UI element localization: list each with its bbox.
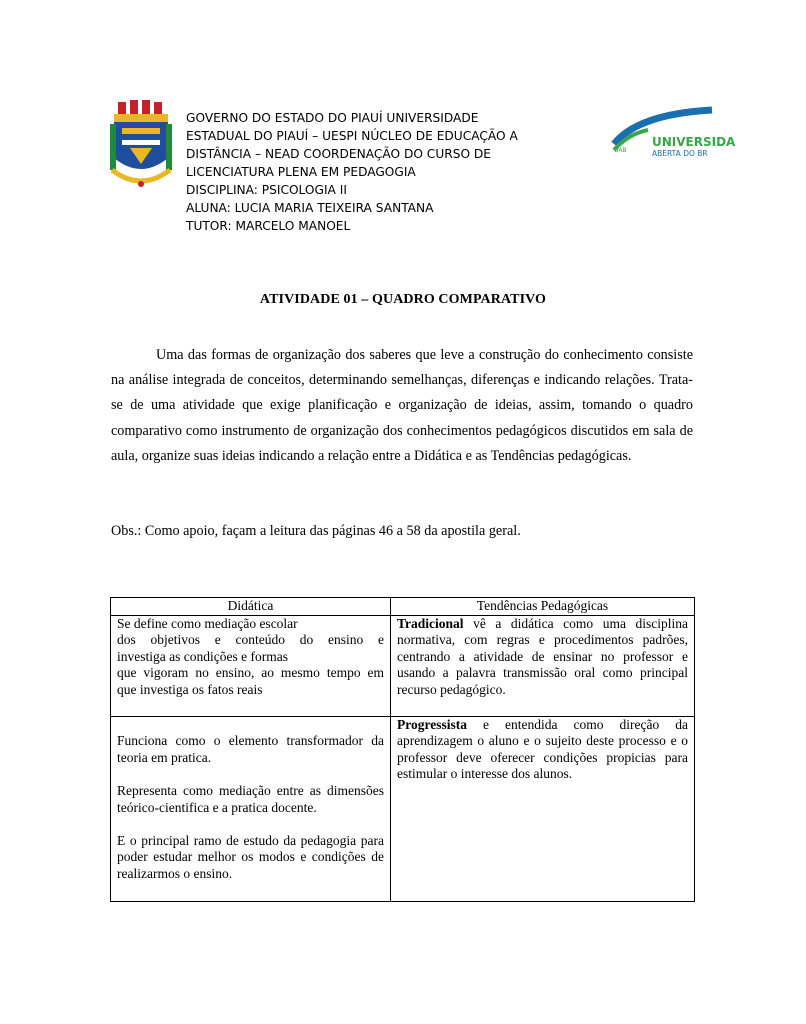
student-line: ALUNA: LUCIA MARIA TEIXEIRA SANTANA	[186, 201, 434, 215]
cell-paragraph: E o principal ramo de estudo da pedagogia para poder estudar melhor os modos e condições de realizarmos o ensino.	[117, 832, 384, 881]
cell-paragraph: Representa como mediação entre as dimensões teórico-cientifica e a pratica docente.	[117, 782, 384, 815]
cell-line: que vigoram no ensino, ao mesmo tempo em	[117, 665, 384, 681]
cell-line: Se define como mediação escolar	[117, 615, 298, 631]
table-row	[111, 615, 695, 716]
cell-line: dos objetivos e conteúdo do ensino e	[117, 632, 384, 648]
cell-line: que investiga os fatos reais	[117, 681, 263, 697]
uab-logo-subtitle: ABERTA DO BR	[652, 149, 708, 158]
table-row	[111, 716, 695, 901]
discipline-line: DISCIPLINA: PSICOLOGIA II	[186, 183, 347, 197]
tradicional-label: Tradicional	[397, 615, 464, 631]
header-didatica: Didática	[111, 598, 391, 616]
uab-small-label: UAB	[614, 147, 627, 154]
activity-title: ATIVIDADE 01 – QUADRO COMPARATIVO	[259, 292, 547, 307]
didatica-cell-1	[111, 615, 391, 716]
observation-note: Obs.: Como apoio, façam a leitura das páginas 46 a 58 da apostila geral.	[111, 523, 521, 539]
tendencias-cell-2	[391, 716, 695, 901]
progressista-label: Progressista	[397, 716, 467, 732]
tendencias-cell-1	[391, 615, 695, 716]
state-coat-of-arms-logo	[108, 100, 174, 188]
header-tendencias: Tendências Pedagógicas	[391, 598, 695, 616]
header-line: GOVERNO DO ESTADO DO PIAUÍ UNIVERSIDADE	[186, 111, 479, 125]
cell-paragraph: Funciona como o elemento transformador da teoria em pratica.	[117, 733, 384, 765]
uab-logo-wordmark: UNIVERSIDA	[652, 135, 736, 149]
intro-paragraph: Uma das formas de organização dos saberes que leve a construção do conhecimento consiste na análise integrada de conceitos, determinando semelhanças, diferenças e indicando relações. Trata-se de uma atividade que exige planificação e organização de ideias, assim, tomando o quadro comparativo como instrumento de organização dos conhecimentos pedagógicos discutidos em sala de aula, organize suas ideias indicando a relação entre a Didática e as Tendências pedagógicas.	[111, 347, 693, 464]
cell-line: investiga as condições e formas	[117, 648, 288, 664]
tutor-line: TUTOR: MARCELO MANOEL	[186, 219, 351, 233]
comparison-table	[110, 597, 695, 902]
didatica-cell-2	[111, 716, 391, 901]
uab-universidade-aberta-logo	[608, 104, 736, 162]
institution-header	[186, 109, 546, 235]
tradicional-text: vê a didática como uma disciplina normativa, com regras e procedimentos padrões, centrando a atividade de ensinar no professor e usando a palavra transmissão oral como principal recurso pedagógico.	[397, 615, 688, 697]
header-line: ESTADUAL DO PIAUÍ – UESPI NÚCLEO DE EDUCAÇÃO A	[186, 129, 518, 143]
progressista-text: e entendida como direção da aprendizagem o aluno e o sujeito deste processo e o professor deve oferecer condições propicias para estimular o interesse dos alunos.	[397, 716, 688, 782]
header-line: LICENCIATURA PLENA EM PEDAGOGIA	[186, 165, 416, 179]
header-line: DISTÂNCIA – NEAD COORDENAÇÃO DO CURSO DE	[186, 147, 491, 161]
